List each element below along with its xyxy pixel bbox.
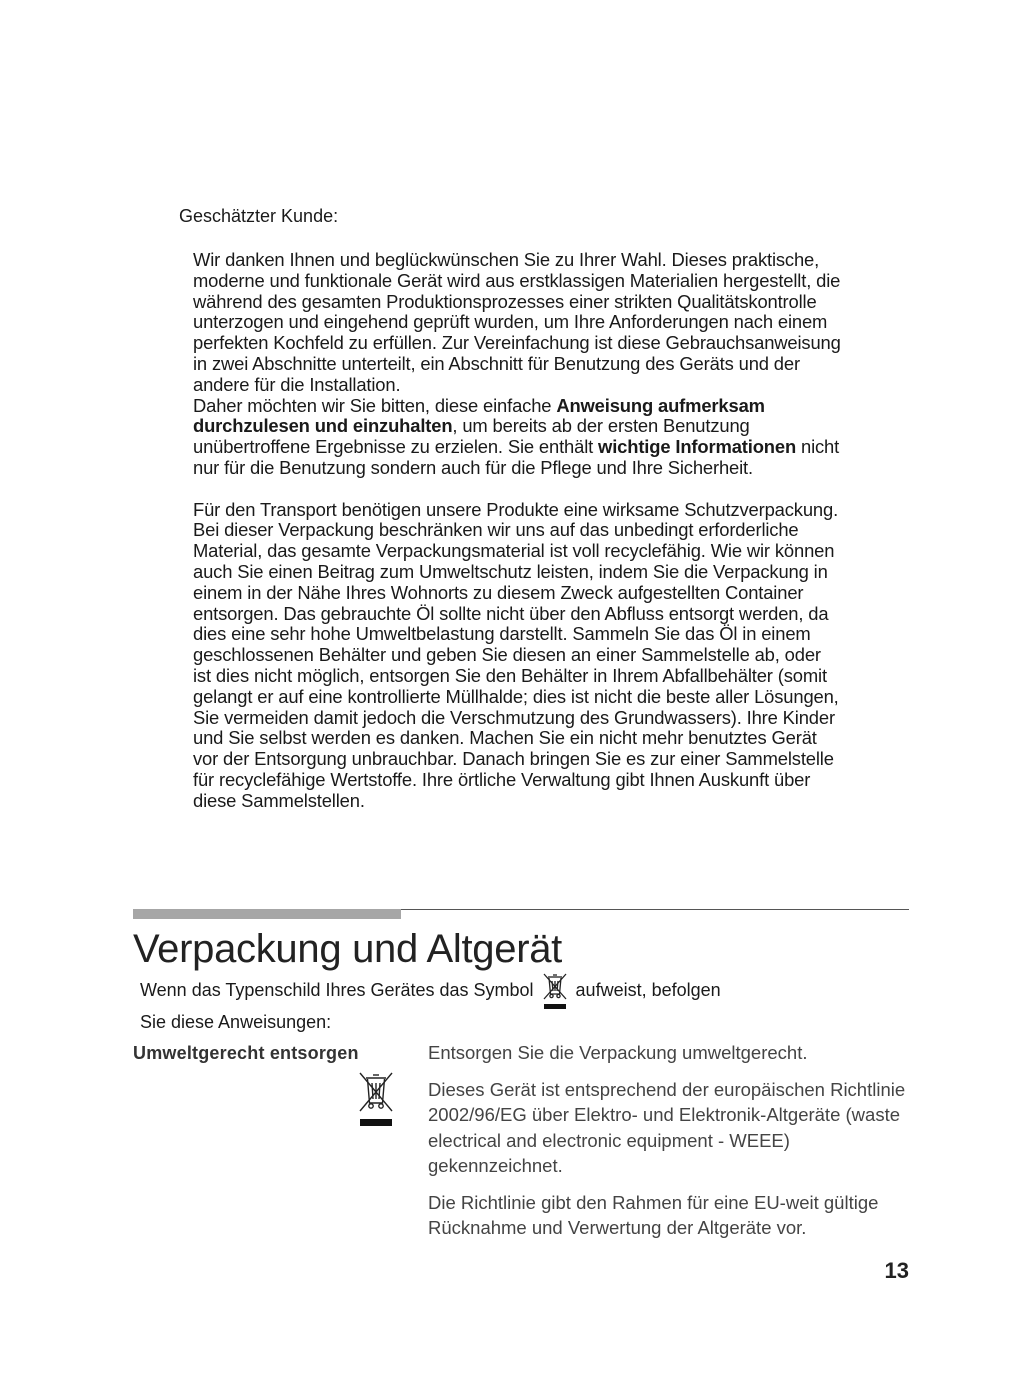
crossed-out-wheelie-bin-icon <box>540 972 570 1012</box>
symbol-note-text-before: Wenn das Typenschild Ihres Gerätes das Symbol <box>140 980 534 1000</box>
side-heading: Umweltgerecht entsorgen <box>133 1043 359 1063</box>
intro-paragraph-instructions <box>193 396 841 479</box>
intro-text-segment: nicht nur für die Benutzung sondern auch für die Pflege und Ihre Sicherheit. <box>193 436 840 478</box>
intro-paragraph-thanks: Wir danken Ihnen und beglückwünschen Sie zu Ihrer Wahl. Dieses praktische, moderne und funktionale Gerät wird aus erstklassigen Materialien hergestellt, die während des gesamten Produktionsprozesses einer strikten Qualitätskontrolle unterzogen und eingehend geprüft wurden, um Ihre Anforderungen nach einem perfekten Kochfeld zu erfüllen. Zur Vereinfachung ist diese Gebrauchsanweisung in zwei Abschnitte unterteilt, ein Abschnitt für Benutzung des Geräts und der andere für die Installation. <box>193 249 841 395</box>
disposal-text-column <box>428 1040 913 1252</box>
section-divider-bar <box>133 909 401 919</box>
intro-text-segment: Daher möchten wir Sie bitten, diese einfache <box>193 394 557 416</box>
symbol-note-text-after: aufweist, befolgen <box>575 980 721 1000</box>
disposal-paragraph-packaging: Entsorgen Sie die Verpackung umweltgerecht. <box>428 1042 808 1063</box>
intro-text-segment: , um bereits ab der ersten Benutzung unübertroffene Ergebnisse zu erzielen. Sie enthält <box>193 415 750 458</box>
intro-text <box>193 250 841 812</box>
disposal-paragraph-weee: Dieses Gerät ist entsprechend der europäischen Richtlinie 2002/96/EG über Elektro- und Elektronik-Altgeräte (waste electrical and electronic equipment - WEEE) gekennzeichnet. <box>428 1078 906 1176</box>
symbol-note-text-line2: Sie diese Anweisungen: <box>140 1012 332 1032</box>
intro-emphasis-important-info: wichtige Informationen <box>598 436 797 458</box>
intro-emphasis-read-carefully: Anweisung aufmerksam durchzulesen und einzuhalten <box>193 394 765 437</box>
weee-bin-icon <box>355 1070 397 1130</box>
greeting: Geschätzter Kunde: <box>179 206 339 226</box>
disposal-paragraph-directive: Die Richtlinie gibt den Rahmen für eine EU-weit gültige Rücknahme und Verwertung der Altgeräte vor. <box>428 1191 879 1238</box>
intro-paragraph-transport: Für den Transport benötigen unsere Produkte eine wirksame Schutzverpackung. Bei dieser Verpackung beschränken wir uns auf das unbedingt erforderliche Material, das gesamte Verpackungsmaterial ist voll recyclefähig. Wie wir können auch Sie einen Beitrag zum Umweltschutz leisten, indem Sie die Verpackung in einem in der Nähe Ihres Wohnorts zu diesem Zweck aufgestellten Container entsorgen. Das gebrauchte Öl sollte nicht über den Abfluss entsorgt werden, da dies eine sehr hohe Umweltbelastung darstellt. Sammeln Sie das Öl in einem geschlossenen Behälter und geben Sie diesen an einer Sammelstelle ab, oder ist dies nicht möglich, entsorgen Sie den Behälter in Ihrem Abfallbehälter (somit gelangt er auf eine kontrollierte Müllhalde; dies ist nicht die beste aller Lösungen, Sie vermeiden damit jedoch die Verschmutzung des Grundwassers). Ihre Kinder und Sie selbst werden es danken. Machen Sie ein nicht mehr benutztes Gerät vor der Entsorgung unbrauchbar. Danach bringen Sie es zur einer Sammelstelle für recyclefähige Wertstoffe. Ihre örtliche Verwaltung gibt Ihnen Auskunft über diese Sammelstellen. <box>193 498 839 811</box>
page-number: 13 <box>884 1258 909 1283</box>
section-title: Verpackung und Altgerät <box>133 927 562 971</box>
symbol-note <box>140 980 840 1032</box>
